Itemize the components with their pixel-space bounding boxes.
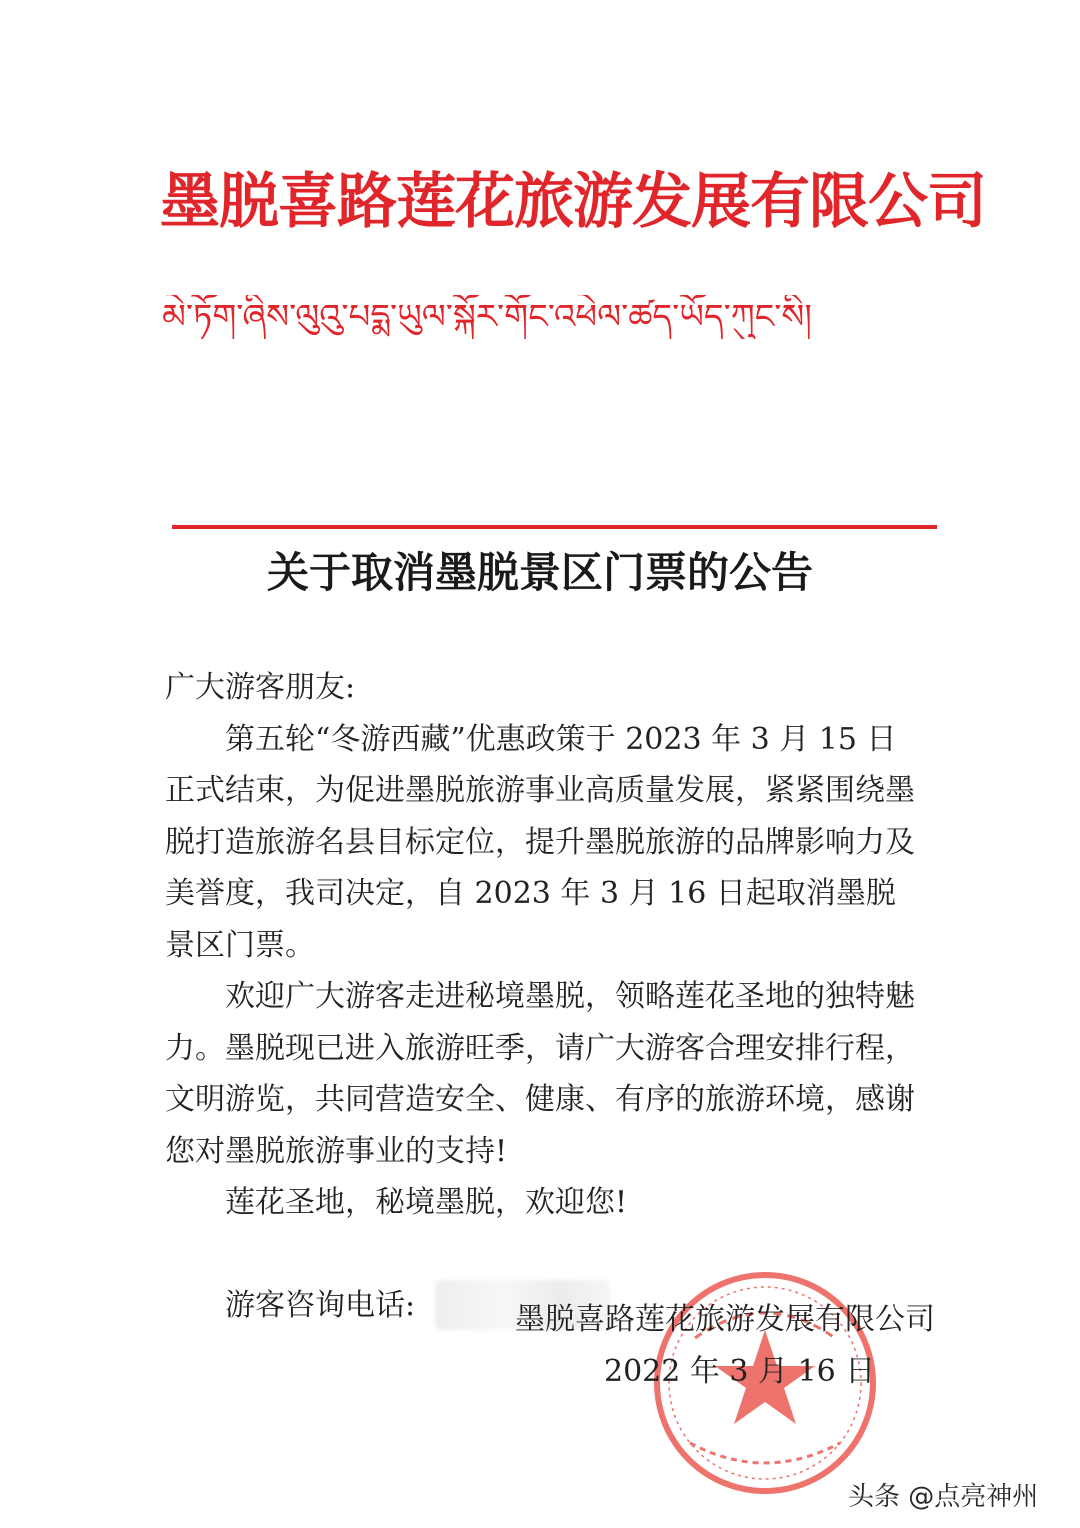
notice-title: 关于取消墨脱景区门票的公告 — [266, 548, 813, 597]
contact-label: 游客咨询电话: — [225, 1287, 416, 1323]
letterhead-company-name: 墨脱喜路莲花旅游发展有限公司 — [160, 167, 986, 237]
letterhead-tibetan-name: མེ་ཏོག་ཞིས་ལུའུ་པདྨ་ཡུལ་སྐོར་གོང་འཕེལ་ཚད་ཡོད་ཀུང་སི། — [162, 297, 812, 337]
body-paragraph: 第五轮“冬游西藏”优惠政策于 2023 年 3 月 15 日正式结束，为促进墨脱旅游事业高质量发展，紧紧围绕墨脱打造旅游名县目标定位，提升墨脱旅游的品牌影响力及美誉度，我司决定，自 2023 年 3 月 16 日起取消墨脱景区门票。 — [165, 721, 915, 963]
signature-date: 2022 年 3 月 16 日 — [604, 1354, 876, 1389]
body-paragraph: 欢迎广大游客走进秘境墨脱，领略莲花圣地的独特魅力。墨脱现已进入旅游旺季，请广大游客合理安排行程，文明游览，共同营造安全、健康、有序的旅游环境，感谢您对墨脱旅游事业的支持! — [165, 979, 915, 1169]
body-paragraph: 莲花圣地，秘境墨脱，欢迎您! — [225, 1185, 628, 1220]
salutation: 广大游客朋友: — [165, 670, 356, 705]
notice-body — [165, 662, 925, 1331]
letterhead-divider — [172, 525, 937, 529]
signature-company: 墨脱喜路莲花旅游发展有限公司 — [515, 1302, 935, 1337]
source-watermark: 头条 @点亮神州 — [848, 1482, 1039, 1512]
